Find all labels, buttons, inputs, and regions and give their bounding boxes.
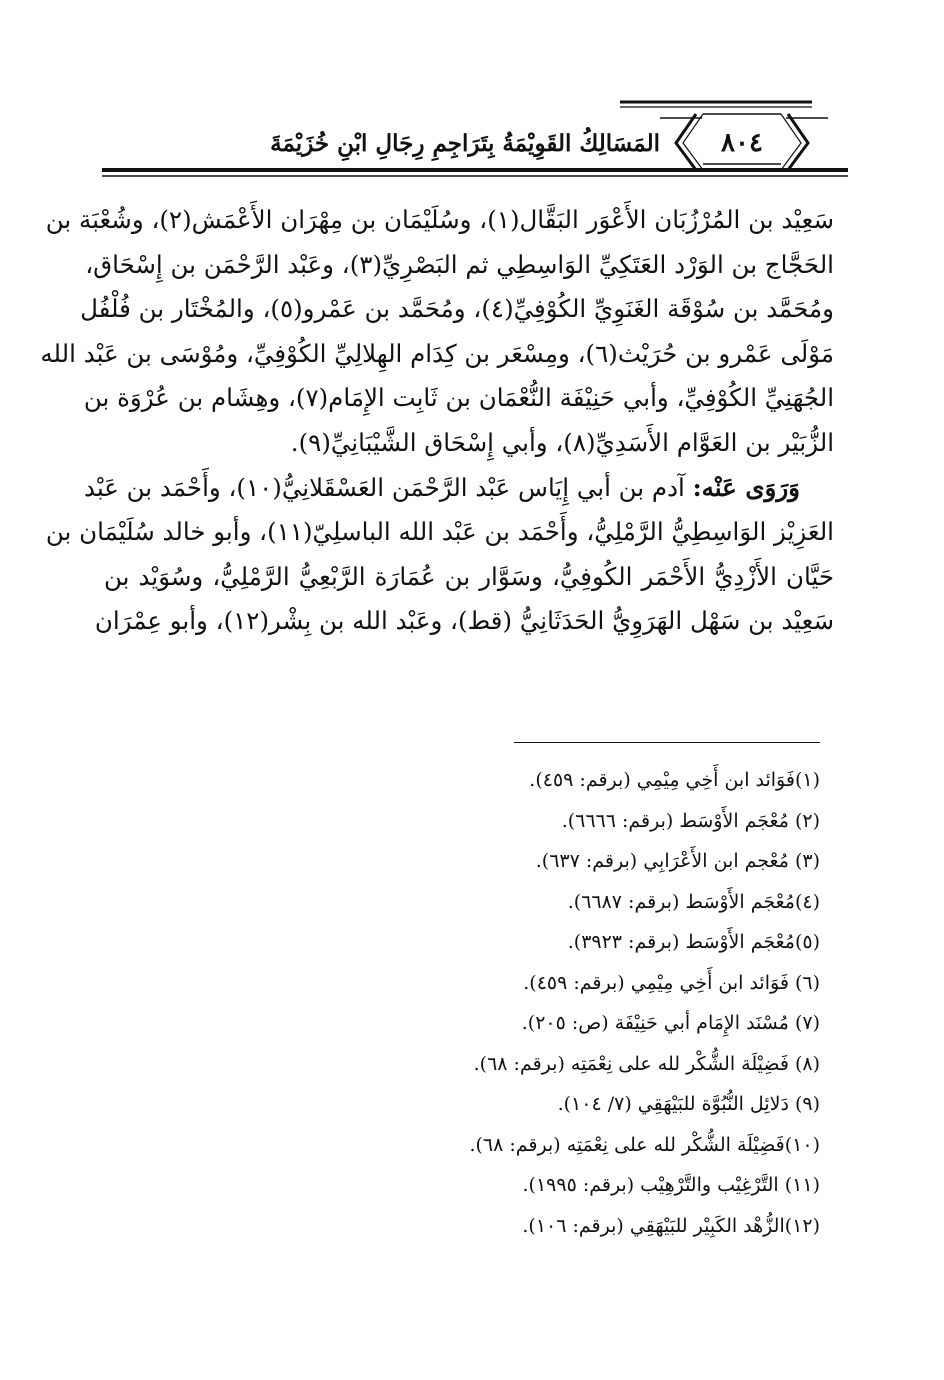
- footnote: (٩) دَلائِل النُّبُوَّة للبَيْهَقِي (٧/ ١٠٤).: [557, 1093, 820, 1115]
- footnotes: [380, 760, 820, 1246]
- text-line: الزُّبَيْر بن العَوَّام الأَسَدِيِّ(٨)، وأبي إِسْحَاق الشَّيْبَانِيِّ(٩).: [290, 427, 834, 457]
- page-number: ٨٠٤: [721, 128, 763, 158]
- text-line: الحَجَّاج بن الوَرْد العَتَكِيِّ الوَاسِطِي ثم البَصْرِيِّ(٣)، وعَبْد الرَّحْمَن بن إِسْحَاق،: [85, 249, 834, 279]
- text-line: سَعِيْد بن المُرْزُبَان الأَعْوَر البَقَّال(١)، وسُلَيْمَان بن مِهْرَان الأَعْمَش(٢)، وشُعْبَة بن: [45, 205, 834, 234]
- footnote: (٢) مُعْجَم الأَوْسَط (برقم: ٦٦٦٦).: [561, 809, 820, 832]
- text-line: سَعِيْد بن سَهْل الهَرَوِيُّ الحَدَثَانِيُّ (قط)، وعَبْد الله بن بِشْر(١٢)، وأبو عِمْرَان: [94, 606, 834, 636]
- footnote: (٥)مُعْجَم الأَوْسَط (برقم: ٣٩٢٣).: [567, 931, 820, 953]
- text-segment: آدم بن أبي إِيَاس عَبْد الرَّحْمَن العَسْقَلانِيُّ(١٠)، وأَحْمَد بن عَبْد: [83, 472, 693, 502]
- text-line: ومُحَمَّد بن سُوْقَة الغَنَوِيِّ الكُوْفِيِّ(٤)، ومُحَمَّد بن عَمْرو(٥)، والمُخْتَار بن فُلْفُل: [80, 294, 834, 324]
- footnote-separator: [514, 742, 820, 743]
- rawi-lead-word: وَرَوَى عَنْه:: [692, 472, 800, 502]
- footnote: (٦) فَوَائد ابن أَخِي مِيْمِي (برقم: ٤٥٩).: [523, 971, 820, 994]
- body-text: [40, 198, 834, 644]
- text-line: مَوْلَى عَمْرو بن حُرَيْث(٦)، ومِسْعَر بن كِدَام الهِلالِيِّ الكُوْفِيِّ، ومُوْسَى بن عَبْد الله: [40, 338, 834, 368]
- text-line: حَيَّان الأَزْدِيُّ الأَحْمَر الكُوفِيُّ، وسَوَّار بن عُمَارَة الرَّبْعِيُّ الرَّمْلِيُّ، وسُوَيْد بن: [104, 561, 834, 591]
- text-line: الجُهَنِيِّ الكُوْفِيِّ، وأبي حَنِيْفَة النُّعْمَان بن ثَابِت الإِمَام(٧)، وهِشَام بن عُرْوَة بن: [83, 383, 834, 413]
- footnote: (١٢)الزُّهْد الكَبِيْر للبَيْهَقِي (برقم: ١٠٦).: [522, 1214, 820, 1237]
- page-header: [100, 98, 850, 184]
- footnote: (١)فَوَائد ابن أَخِي مِيْمِي (برقم: ٤٥٩).: [529, 769, 820, 791]
- footnote: (١٠)فَضِيْلَة الشُّكْر لله على نِعْمَتِه (برقم: ٦٨).: [469, 1133, 820, 1156]
- footnote: (٤)مُعْجَم الأَوْسَط (برقم: ٦٦٨٧).: [567, 890, 820, 913]
- footnote: (٣) مُعْجم ابن الأَعْرَابِي (برقم: ٦٣٧).: [535, 850, 820, 872]
- running-title: المَسَالِكُ القَوِيْمَةُ بِتَرَاجِمِ رِجَالِ ابْنِ خُزَيْمَةَ: [270, 130, 660, 157]
- footnote: (٨) فَضِيْلَة الشُّكْر لله على نِعْمَتِه (برقم: ٦٨).: [473, 1052, 820, 1075]
- rawi-paragraph-first-line: [83, 466, 834, 511]
- footnote: (١١) التَّرْغِيْب والتَّرْهِيْب (برقم: ١٩٩٥).: [522, 1174, 820, 1196]
- text-line: العَزِيْز الوَاسِطِيُّ الرَّمْلِيُّ، وأَحْمَد بن عَبْد الله الباسلِيّ(١١)، وأبو خالد سُلَيْمَان بن: [45, 517, 834, 547]
- footnote: (٧) مُسْنَد الإِمَام أبي حَنِيْفَة (ص: ٢٠٥).: [521, 1012, 820, 1034]
